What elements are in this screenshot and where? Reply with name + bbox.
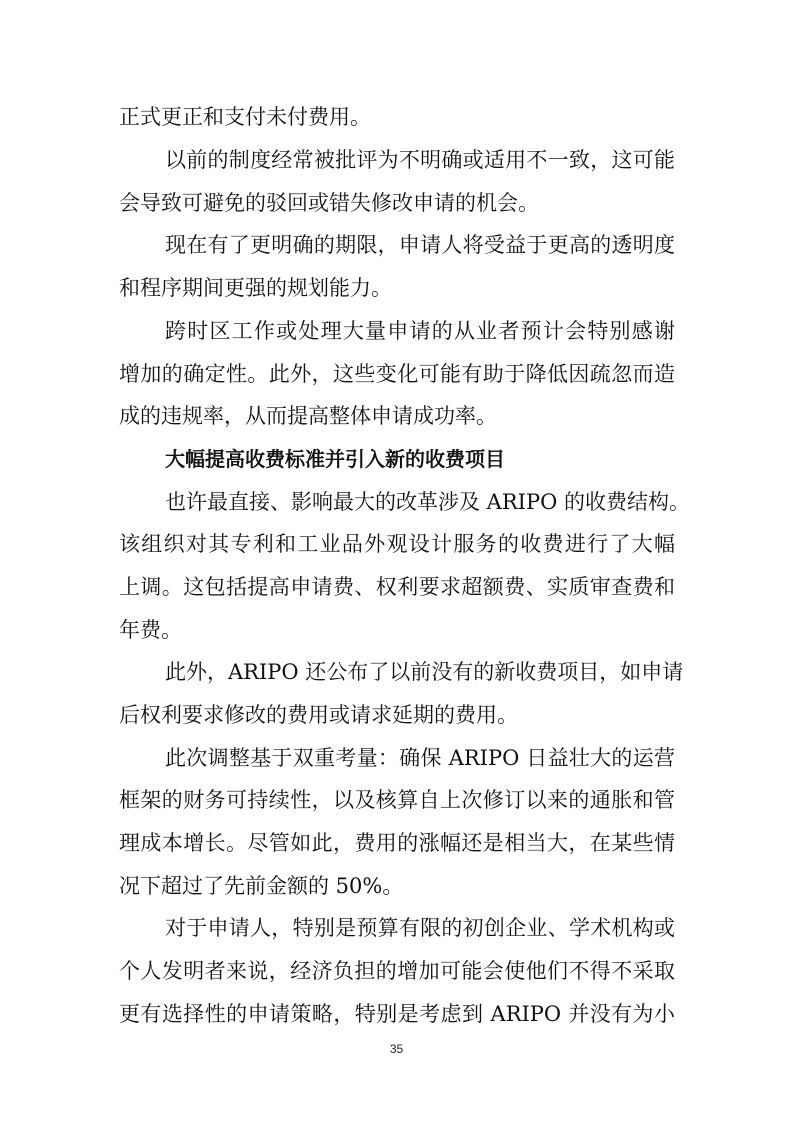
paragraph-7-line-2: 框架的财务可持续性，以及核算自上次修订以来的通胀和管 bbox=[119, 788, 675, 812]
paragraph-4-line-1: 跨时区工作或处理大量申请的从业者预计会特别感谢 bbox=[165, 319, 675, 343]
paragraph-4-line-2: 增加的确定性。此外，这些变化可能有助于降低因疏忽而造 bbox=[119, 362, 675, 386]
paragraph-2-line-1: 以前的制度经常被批评为不明确或适用不一致，这可能 bbox=[165, 148, 675, 172]
paragraph-5-line-3: 上调。这包括提高申请费、权利要求超额费、实质审查费和 bbox=[119, 575, 675, 599]
section-heading: 大幅提高收费标准并引入新的收费项目 bbox=[165, 447, 505, 471]
paragraph-2-line-2: 会导致可避免的驳回或错失修改申请的机会。 bbox=[119, 191, 539, 215]
paragraph-8-line-3: 更有选择性的申请策略，特别是考虑到 ARIPO 并没有为小 bbox=[119, 1002, 675, 1026]
paragraph-7-line-3: 理成本增长。尽管如此，费用的涨幅还是相当大，在某些情 bbox=[119, 831, 675, 855]
paragraph-5-line-1: 也许最直接、影响最大的改革涉及 ARIPO 的收费结构。 bbox=[165, 490, 690, 514]
paragraph-5-line-4: 年费。 bbox=[119, 618, 182, 642]
paragraph-3-line-1: 现在有了更明确的期限，申请人将受益于更高的透明度 bbox=[165, 233, 675, 257]
paragraph-6-line-1: 此外，ARIPO 还公布了以前没有的新收费项目，如申请 bbox=[165, 660, 684, 684]
paragraph-5-line-2: 该组织对其专利和工业品外观设计服务的收费进行了大幅 bbox=[119, 532, 675, 556]
text-line-1: 正式更正和支付未付费用。 bbox=[119, 105, 371, 129]
paragraph-3-line-2: 和程序期间更强的规划能力。 bbox=[119, 276, 392, 300]
page-number: 35 bbox=[389, 1042, 404, 1056]
paragraph-7-line-1: 此次调整基于双重考量：确保 ARIPO 日益壮大的运营 bbox=[165, 746, 675, 770]
paragraph-8-line-1: 对于申请人，特别是预算有限的初创企业、学术机构或 bbox=[165, 916, 675, 940]
paragraph-7-line-4: 况下超过了先前金额的 50%。 bbox=[119, 874, 404, 898]
paragraph-8-line-2: 个人发明者来说，经济负担的增加可能会使他们不得不采取 bbox=[119, 959, 675, 983]
paragraph-4-line-3: 成的违规率，从而提高整体申请成功率。 bbox=[119, 404, 497, 428]
paragraph-6-line-2: 后权利要求修改的费用或请求延期的费用。 bbox=[119, 703, 518, 727]
